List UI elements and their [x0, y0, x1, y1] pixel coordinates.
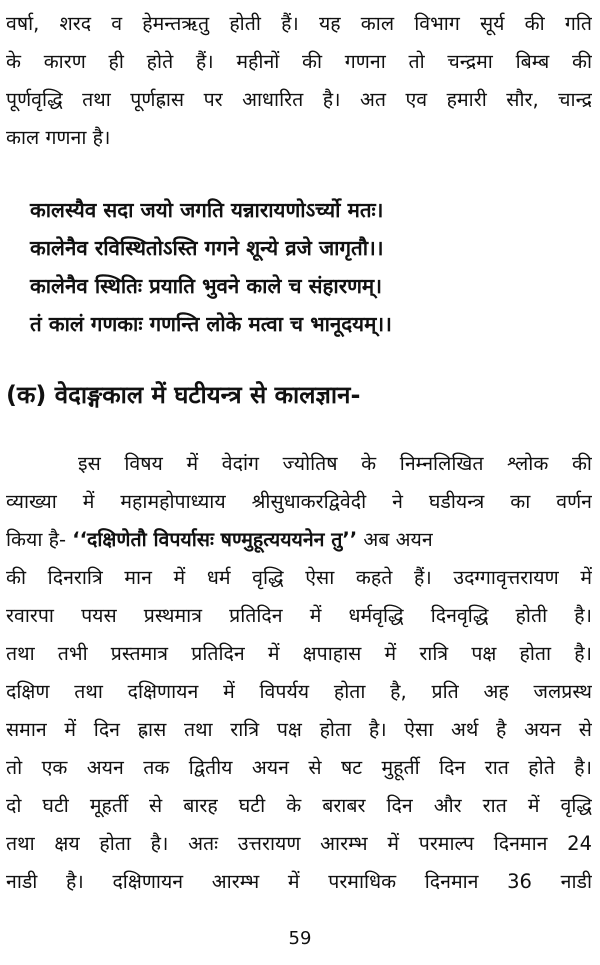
verse-line-3: कालेनैव स्थितिः प्रयाति भुवने काले च संहारणम्। — [30, 274, 382, 298]
para1-line-3: पूर्णवृद्धि तथा पूर्णह्रास पर आधारित है। अत एव हमारी सौर, चान्द्र — [6, 88, 592, 111]
para2-line-3-post: अब अयन — [357, 528, 433, 551]
para2-line-10: दो घटी मूहर्ती से बारह घटी के बराबर दिन और रात में वृद्धि — [6, 794, 592, 817]
para2-line-11: तथा क्षय होता है। अतः उत्तरायण आरम्भ में परमाल्प दिनमान 24 — [6, 832, 592, 855]
verse-line-1: कालस्यैव सदा जयो जगति यन्नारायणोऽर्च्यो मतः। — [30, 198, 384, 222]
verse-line-4: तं कालं गणकाः गणन्ति लोके मत्वा च भानूदयम्।। — [30, 312, 392, 336]
para2-line-3 — [6, 522, 592, 558]
para1-line-4: काल गणना है। — [6, 126, 111, 149]
para2-line-4: की दिनरात्रि मान में धर्म वृद्धि ऐसा कहते हैं। उदग्गावृत्तरायण में — [6, 566, 592, 589]
para2-line-1: इस विषय में वेदांग ज्योतिष के निम्नलिखित श्लोक की — [78, 452, 592, 475]
para2-line-12: नाडी है। दक्षिणायन आरम्भ में परमाधिक दिनमान 36 नाडी — [6, 870, 592, 893]
para2-line-7: दक्षिण तथा दक्षिणायन में विपर्यय होता है, प्रति अह जलप्रस्थ — [6, 680, 592, 703]
para2-line-5: रवारपा पयस प्रस्थमात्र प्रतिदिन में धर्मवृद्धि दिनवृद्धि होती है। — [6, 604, 592, 627]
para2-line-6: तथा तभी प्रस्तमात्र प्रतिदिन में क्षपाहास में रात्रि पक्ष होता है। — [6, 642, 592, 665]
para2-line-2: व्याख्या में महामहोपाध्याय श्रीसुधाकरद्विवेदी ने घडीयन्त्र का वर्णन — [6, 490, 592, 513]
para1-line-2: के कारण ही होते हैं। महीनों की गणना तो चन्द्रमा बिम्ब की — [6, 50, 592, 73]
para2-line-3-pre: किया है- — [6, 528, 73, 551]
section-heading: (क) वेदाङ्गकाल में घटीयन्त्र से कालज्ञान- — [6, 381, 361, 409]
para2-line-9: तो एक अयन तक द्वितीय अयन से षट मुहूर्ती दिन रात होते है। — [6, 756, 592, 779]
quoted-shloka: ‘‘दक्षिणेतौ विपर्यासः षण्मुहूत्यययनेन तु’’ — [72, 528, 358, 551]
para1-line-1: वर्षा, शरद व हेमन्तऋतु होती हैं। यह काल विभाग सूर्य की गति — [6, 12, 592, 35]
verse-line-2: कालेनैव रविस्थितोऽस्ति गगने शून्ये व्रजे जागृतौ।। — [30, 236, 384, 260]
para2-line-8: समान में दिन ह्रास तथा रात्रि पक्ष होता है। ऐसा अर्थ है अयन से — [6, 718, 592, 741]
page-number: 59 — [288, 928, 312, 949]
